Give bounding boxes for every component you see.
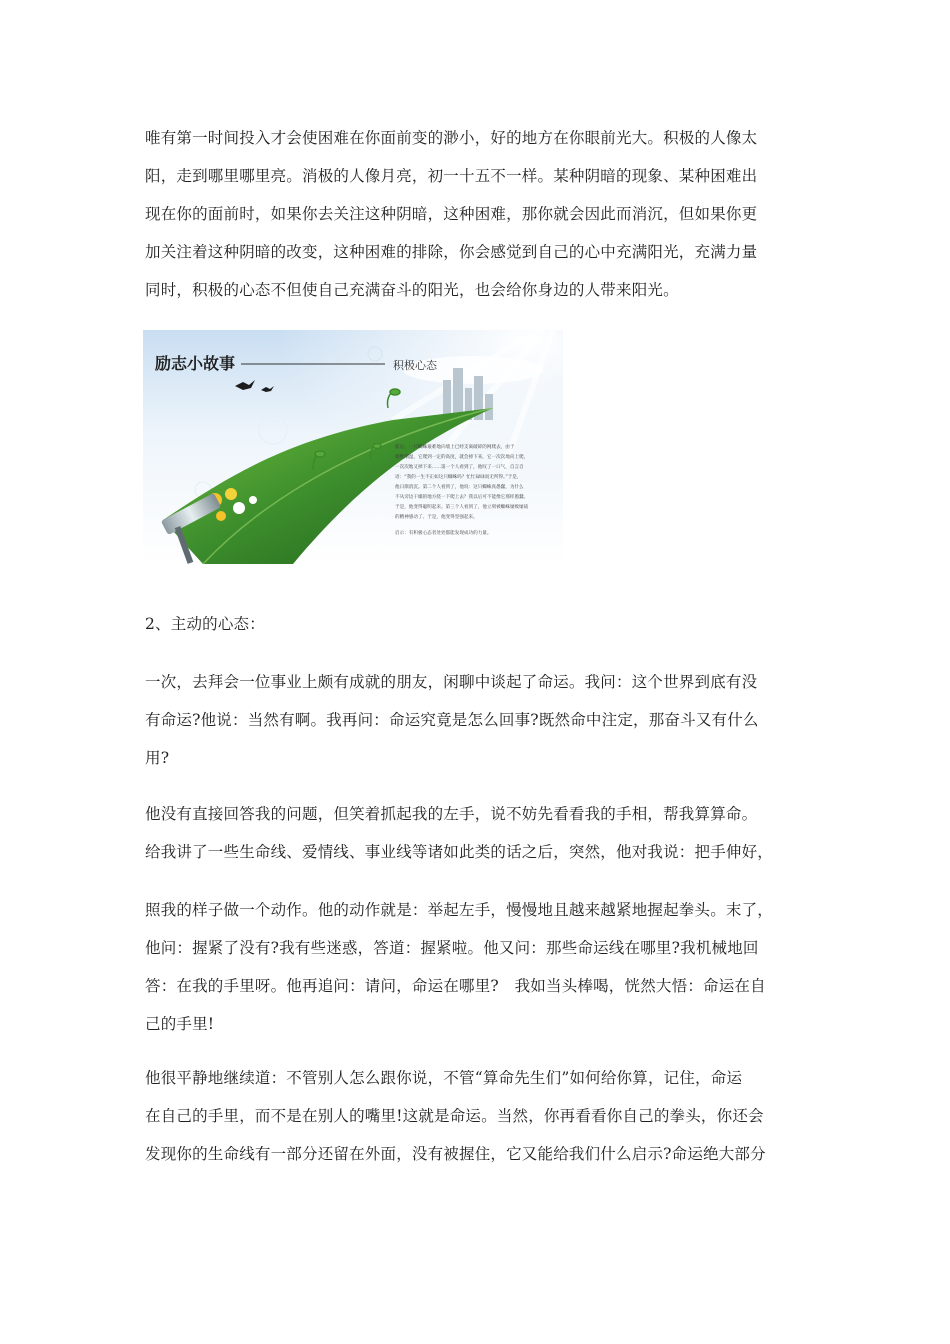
text-line: 唯有第一时间投入才会使困难在你面前变的渺小，好的地方在你眼前光大。积极的人像太: [145, 129, 758, 147]
paragraph-positive-attitude: [145, 119, 815, 309]
story-line: 的精神感动了。于是，他变得坚强起来。: [395, 515, 478, 520]
text-line: 发现你的生命线有一部分还留在外面，没有被握住，它又能给我们什么启示?命运绝大部分: [145, 1145, 766, 1163]
heading-text: 2、主动的心态：: [145, 615, 265, 633]
paragraph-fist-gesture: [145, 891, 815, 1043]
text-line: 一次，去拜会一位事业上颇有成就的朋友，闲聊中谈起了命运。我问：这个世界到底有没: [145, 673, 758, 691]
text-line: 同时，积极的心态不但使自己充满奋斗的阳光，也会给你身边的人带来阳光。: [145, 281, 679, 299]
text-line: 加关注着这种阴暗的改变，这种困难的排除，你会感觉到自己的心中充满阳光，充满力量: [145, 243, 758, 261]
illustration-title: 励志小故事: [155, 354, 236, 373]
text-line: 现在你的面前时，如果你去关注这种阴暗，这种困难，那你就会因此而消沉，但如果你更: [145, 205, 758, 223]
text-line: 他问：握紧了没有?我有些迷惑，答道：握紧啦。他又问：那些命运线在哪里?我机械地回: [145, 939, 759, 957]
text-line: 阳，走到哪里哪里亮。消极的人像月亮，初一十五不一样。某种阴暗的现象、某种困难出: [145, 167, 758, 185]
text-line: 他没有直接回答我的问题，但笑着抓起我的左手，说不妨先看看我的手相，帮我算算命。: [145, 805, 758, 823]
story-line: 于是，他变得聪明起来。第三个人看到了，他立刻被蜘蛛屡败屡战: [395, 505, 529, 510]
text-line: 他很平静地继续道：不管别人怎么跟你说，不管“算命先生们”如何给你算，记住，命运: [145, 1069, 743, 1087]
text-line: 己的手里!: [145, 1015, 215, 1033]
text-line: 答：在我的手里呀。他再追问：请问，命运在哪里? 我如当头棒喝，恍然大悟：命运在自: [145, 977, 766, 995]
story-line: 墙壁潮湿，它爬到一定的高度，就会掉下来，它一次次地向上爬，: [395, 455, 529, 460]
paragraph-destiny-question: [145, 663, 815, 777]
illustration-graphic: [143, 330, 563, 564]
text-line: 在自己的手里，而不是在别人的嘴里!这就是命运。当然，你再看看你自己的拳头，你还会: [145, 1107, 764, 1125]
story-line: 语：“我的一生不正如这只蜘蛛吗？忙忙碌碌而无所得。”于是，: [395, 475, 522, 480]
illustration-subtitle: 积极心态: [393, 359, 437, 372]
paragraph-palm-reading: [145, 795, 815, 871]
story-line: 不从旁边干燥的地方绕一下爬上去？我以后可不能像它那样愚蠢。: [395, 495, 529, 500]
story-line: 一次次地又掉下来……第一个人看到了，他叹了一口气，自言自: [395, 465, 524, 470]
text-line: 用?: [145, 749, 170, 767]
story-line: 他日渐消沉。第二个人看到了，他说：这只蜘蛛真愚蠢，为什么: [395, 485, 524, 490]
story-line: 启示：有积极心态者处处都能发现成功的力量。: [395, 531, 492, 536]
text-line: 有命运?他说：当然有啊。我再问：命运究竟是怎么回事?既然命中注定，那奋斗又有什么: [145, 711, 759, 729]
text-line: 给我讲了一些生命线、爱情线、事业线等诸如此类的话之后，突然，他对我说：把手伸好，: [145, 843, 774, 861]
paragraph-destiny-in-hands: [145, 1059, 815, 1173]
inspirational-story-illustration: [143, 330, 563, 564]
text-line: 照我的样子做一个动作。他的动作就是：举起左手，慢慢地且越来越紧地握起拳头。末了，: [145, 901, 774, 919]
story-line: 前后。一只蜘蛛艰难地向墙上已经支离破碎的网爬去，由于: [395, 445, 515, 450]
section-heading-proactive-attitude: [145, 605, 815, 643]
